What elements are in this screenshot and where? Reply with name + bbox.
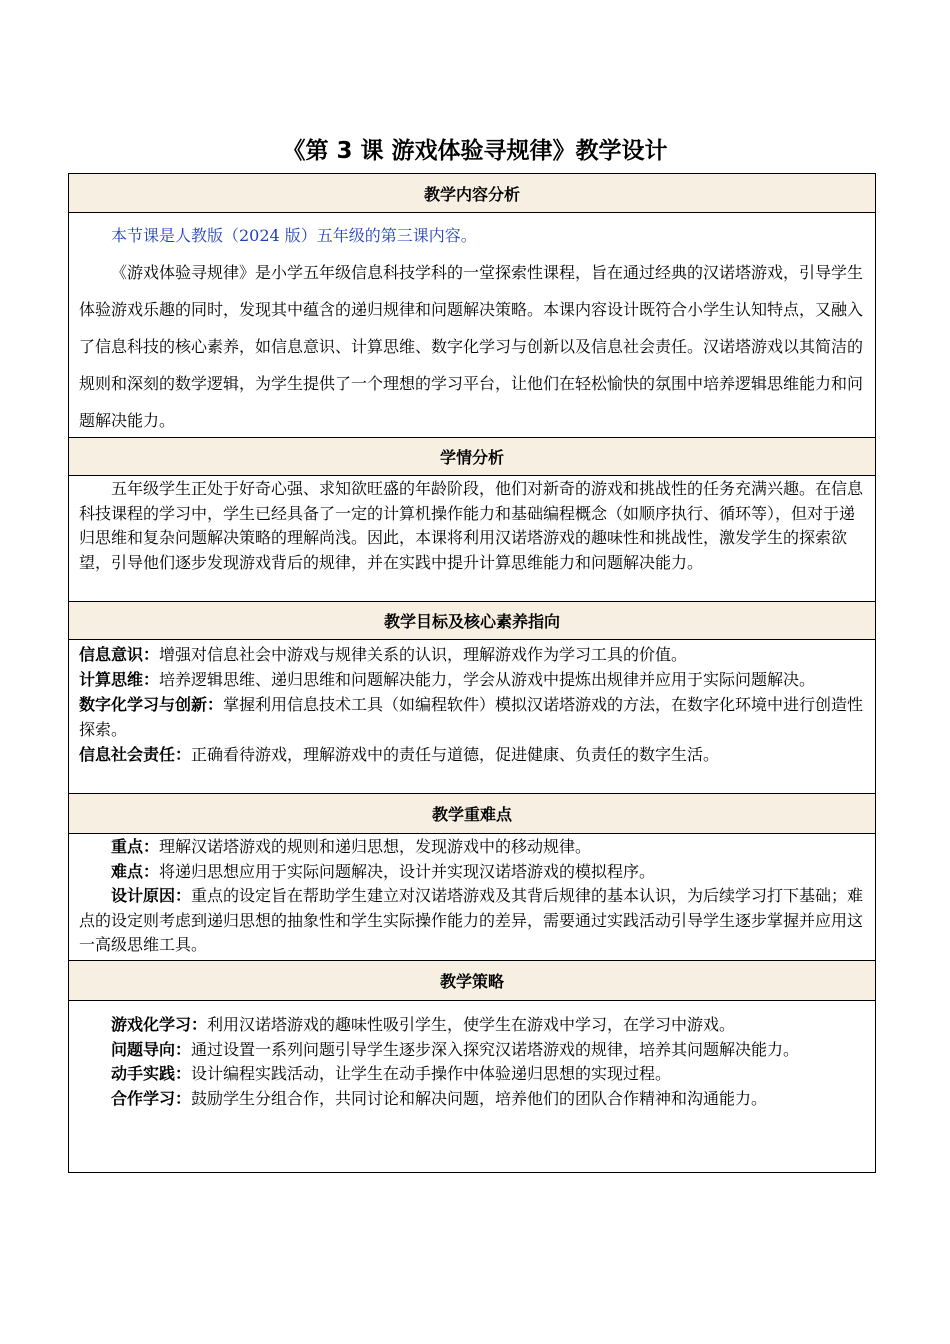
objective-item [79,642,865,667]
strategy-item [79,1038,865,1063]
objective-label: 信息社会责任： [79,745,192,764]
learner-paragraph: 五年级学生正处于好奇心强、求知欲旺盛的年龄阶段，他们对新奇的游戏和挑战性的任务充满兴趣。在信息科技课程的学习中，学生已经具备了一定的计算机操作能力和基础编程概念（如顺序执行、循环等），但对于递归思维和复杂问题解决策略的理解尚浅。因此，本课将利用汉诺塔游戏的趣味性和挑战性，激发学生的探索欲望，引导他们逐步发现游戏背后的规律，并在实践中提升计算思维能力和问题解决能力。 [79,479,864,572]
key-point-label: 重点： [111,837,160,856]
section-header-learner-analysis: 学情分析 [69,438,875,476]
section-body-content-analysis [69,213,875,438]
objective-text: 掌握利用信息技术工具（如编程软件）模拟汉诺塔游戏的方法，在数字化环境中进行创造性探索。 [79,695,864,739]
strategy-item [79,1062,865,1087]
objective-item [79,667,865,692]
objective-label: 数字化学习与创新： [79,695,224,714]
strategy-label: 游戏化学习： [111,1015,208,1034]
section-body-learner-analysis [69,476,875,602]
objective-label: 信息意识： [79,645,160,664]
key-point-text: 重点的设定旨在帮助学生建立对汉诺塔游戏及其背后规律的基本认识，为后续学习打下基础；难点的设定则考虑到递归思想的抽象性和学生实际操作能力的差异，需要通过实践活动引导学生逐步掌握并应用这一高级思维工具。 [79,886,864,954]
intro-line: 本节课是人教版（2024 版）五年级的第三课内容。 [111,226,477,245]
objective-text: 正确看待游戏，理解游戏中的责任与道德，促进健康、负责任的数字生活。 [191,745,720,764]
strategy-label: 合作学习： [111,1088,192,1108]
key-point-text: 理解汉诺塔游戏的规则和递归思想，发现游戏中的移动规律。 [159,837,592,856]
objective-text: 培养逻辑思维、递归思维和问题解决能力，学会从游戏中提炼出规律并应用于实际问题解决。 [159,670,816,689]
section-body-strategies [69,1001,875,1172]
section-header-objectives: 教学目标及核心素养指向 [69,602,875,640]
section-header-key-points: 教学重难点 [69,794,875,834]
content-paragraph: 《游戏体验寻规律》是小学五年级信息科技学科的一堂探索性课程，旨在通过经典的汉诺塔游戏，引导学生体验游戏乐趣的同时，发现其中蕴含的递归规律和问题解决策略。本课内容设计既符合小学生认知特点，又融入了信息科技的核心素养，如信息意识、计算思维、数字化学习与创新以及信息社会责任。汉诺塔游戏以其简洁的规则和深刻的数学逻辑，为学生提供了一个理想的学习平台，让他们在轻松愉快的氛围中培养逻辑思维能力和问题解决能力。 [79,263,864,430]
objective-item [79,692,865,742]
strategy-label: 问题导向： [111,1039,192,1059]
strategy-text: 利用汉诺塔游戏的趣味性吸引学生，使学生在游戏中学习，在学习中游戏。 [207,1015,736,1034]
key-point-text: 将递归思想应用于实际问题解决，设计并实现汉诺塔游戏的模拟程序。 [159,861,656,881]
section-header-content-analysis: 教学内容分析 [69,174,875,213]
key-point-label: 设计原因： [111,886,192,905]
key-point-item [79,884,865,958]
lesson-plan-table [68,173,876,1173]
strategy-item [79,1013,865,1038]
section-header-strategies: 教学策略 [69,961,875,1001]
key-point-item [79,835,865,860]
page-title: 《第 3 课 游戏体验寻规律》教学设计 [282,138,668,164]
strategy-text: 设计编程实践活动，让学生在动手操作中体验递归思想的实现过程。 [191,1064,672,1083]
strategy-text: 鼓励学生分组合作，共同讨论和解决问题，培养他们的团队合作精神和沟通能力。 [191,1088,768,1108]
section-body-objectives [69,640,875,794]
strategy-label: 动手实践： [111,1064,192,1083]
objective-text: 增强对信息社会中游戏与规律关系的认识，理解游戏作为学习工具的价值。 [159,645,688,664]
key-point-item [79,860,865,885]
objective-item [79,742,865,767]
section-body-key-points [69,834,875,961]
strategy-item [79,1087,865,1112]
strategy-text: 通过设置一系列问题引导学生逐步深入探究汉诺塔游戏的规律，培养其问题解决能力。 [191,1039,800,1059]
key-point-label: 难点： [111,861,160,881]
objective-label: 计算思维： [79,670,160,689]
